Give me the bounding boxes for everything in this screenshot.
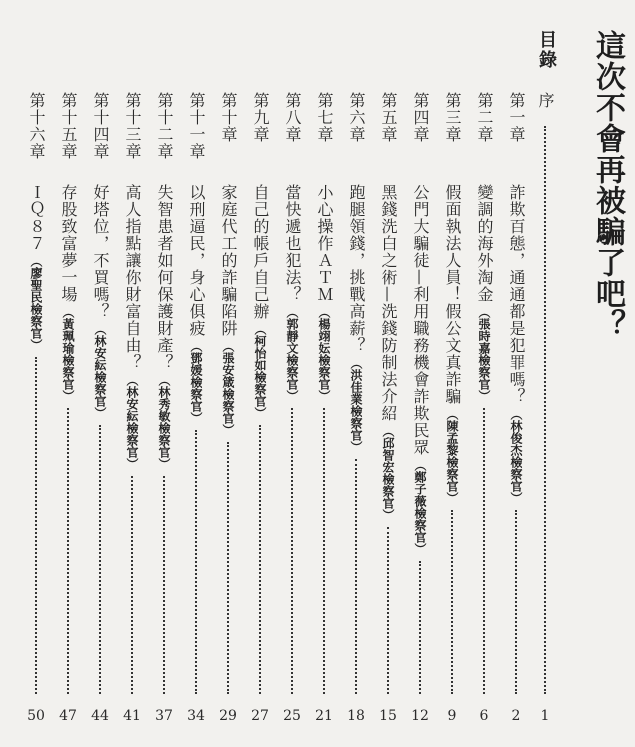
dot-leader <box>131 476 133 694</box>
chapter-label: 第八章 <box>283 92 302 143</box>
chapter-label: 序 <box>536 92 555 109</box>
toc-entry-4[interactable] <box>406 92 434 732</box>
page-number: 37 <box>155 708 173 724</box>
entry-body <box>22 184 50 694</box>
entry-title: 失智患者如何保護財產？ <box>155 184 174 371</box>
entry-body <box>86 184 114 694</box>
dot-leader <box>195 430 197 694</box>
entry-body <box>342 184 370 694</box>
toc-entry-9[interactable] <box>246 92 274 732</box>
chapter-label: 第一章 <box>507 92 526 143</box>
entry-title: 好塔位，不買嗎？ <box>91 184 110 320</box>
entry-title: 詐欺百態，通通都是犯罪嗎？ <box>507 184 526 405</box>
dot-leader <box>451 510 453 694</box>
page-number: 50 <box>27 708 45 724</box>
entry-title: 自己的帳戶自己辦 <box>251 184 270 320</box>
page-number: 47 <box>59 708 77 724</box>
entry-author: （林俊杰檢察官） <box>509 408 523 504</box>
dot-leader <box>99 425 101 694</box>
chapter-label: 第十四章 <box>91 92 110 160</box>
entry-author: （廖聖民檢察官） <box>29 255 43 351</box>
entry-body <box>531 120 559 694</box>
entry-author: （鄧媛檢察官） <box>189 340 203 424</box>
dot-leader <box>259 425 261 694</box>
entry-title: 以刑逼民，身心俱疲 <box>187 184 206 337</box>
entry-author: （楊翊妘檢察官） <box>317 306 331 402</box>
entry-author: （柯怡如檢察官） <box>253 323 267 419</box>
entry-author: （洪佳業檢察官） <box>349 357 363 453</box>
dot-leader <box>419 561 421 694</box>
chapter-label: 第三章 <box>443 92 462 143</box>
chapter-label: 第十五章 <box>59 92 78 160</box>
page-number: 15 <box>379 708 397 724</box>
dot-leader <box>291 408 293 694</box>
page-number: 2 <box>511 708 521 724</box>
page-number: 25 <box>283 708 301 724</box>
page-number: 6 <box>479 708 489 724</box>
dot-leader <box>227 442 229 694</box>
entry-author: （陳孟黎檢察官） <box>445 408 459 504</box>
page-number: 29 <box>219 708 237 724</box>
toc-entry-6[interactable] <box>342 92 370 732</box>
entry-author: （邱智宏檢察官） <box>381 425 395 521</box>
entry-body <box>438 184 466 694</box>
toc-entry-15[interactable] <box>54 92 82 732</box>
toc-entry-1[interactable] <box>502 92 530 732</box>
chapter-label: 第五章 <box>379 92 398 143</box>
page-number: 21 <box>315 708 333 724</box>
entry-author: （張時嘉檢察官） <box>477 306 491 402</box>
toc-entry-preface[interactable] <box>531 92 559 732</box>
chapter-label: 第二章 <box>475 92 494 143</box>
page-number: 9 <box>447 708 457 724</box>
entry-title: 小心操作ＡＴＭ <box>315 184 334 303</box>
chapter-label: 第九章 <box>251 92 270 143</box>
page-number: 27 <box>251 708 269 724</box>
toc-entry-5[interactable] <box>374 92 402 732</box>
chapter-label: 第十六章 <box>27 92 46 160</box>
entry-body <box>470 184 498 694</box>
page-number: 34 <box>187 708 205 724</box>
dot-leader <box>483 408 485 694</box>
entry-body <box>54 184 82 694</box>
entry-title: 當快遞也犯法？ <box>283 184 302 303</box>
entry-body <box>150 184 178 694</box>
toc-entry-2[interactable] <box>470 92 498 732</box>
page-number: 41 <box>123 708 141 724</box>
toc-entry-11[interactable] <box>182 92 210 732</box>
chapter-label: 第十章 <box>219 92 238 143</box>
entry-body <box>182 184 210 694</box>
toc-entry-12[interactable] <box>150 92 178 732</box>
chapter-label: 第十三章 <box>123 92 142 160</box>
chapter-label: 第十一章 <box>187 92 206 160</box>
entry-title: 公門大騙徒—利用職務機會詐欺民眾 <box>411 184 430 456</box>
page-number: 12 <box>411 708 429 724</box>
page-number: 18 <box>347 708 365 724</box>
dot-leader <box>67 408 69 694</box>
entry-title: 變調的海外淘金 <box>475 184 494 303</box>
entry-title: 家庭代工的詐騙陷阱 <box>219 184 238 337</box>
book-title: 這次不會再被騙了吧？ <box>590 30 625 340</box>
toc-entry-7[interactable] <box>310 92 338 732</box>
entry-body <box>502 184 530 694</box>
page-number: 1 <box>540 708 550 724</box>
entry-body <box>406 184 434 694</box>
toc-entry-3[interactable] <box>438 92 466 732</box>
dot-leader <box>355 459 357 694</box>
entry-author: （張安箴檢察官） <box>221 340 235 436</box>
dot-leader <box>515 510 517 694</box>
toc-entry-16[interactable] <box>22 92 50 732</box>
entry-title: 存股致富夢一場 <box>59 184 78 303</box>
toc-entry-13[interactable] <box>118 92 146 732</box>
entry-body <box>278 184 306 694</box>
entry-author: （林安紜檢察官） <box>93 323 107 419</box>
dot-leader <box>35 357 37 694</box>
entry-body <box>214 184 242 694</box>
entry-author: （黃珮瑜檢察官） <box>61 306 75 402</box>
entry-title: 跑腿領錢，挑戰高薪？ <box>347 184 366 354</box>
toc-entry-8[interactable] <box>278 92 306 732</box>
entry-title: ＩＱ８７ <box>27 184 46 252</box>
dot-leader <box>163 476 165 694</box>
dot-leader <box>323 408 325 694</box>
chapter-label: 第十二章 <box>155 92 174 160</box>
entry-title: 假面執法人員！假公文真詐騙 <box>443 184 462 405</box>
entry-body <box>118 184 146 694</box>
toc-entry-10[interactable] <box>214 92 242 732</box>
entry-body <box>374 184 402 694</box>
toc-entry-14[interactable] <box>86 92 114 732</box>
chapter-label: 第四章 <box>411 92 430 143</box>
dot-leader <box>544 126 546 694</box>
entry-title: 黑錢洗白之術—洗錢防制法介紹 <box>379 184 398 422</box>
entry-author: （林秀敏檢察官） <box>157 374 171 470</box>
entry-author: （郭靜文檢察官） <box>285 306 299 402</box>
toc-heading: 目錄 <box>536 30 557 70</box>
entry-body <box>310 184 338 694</box>
page-number: 44 <box>91 708 109 724</box>
entry-author: （林安紜檢察官） <box>125 374 139 470</box>
entry-body <box>246 184 274 694</box>
chapter-label: 第六章 <box>347 92 366 143</box>
dot-leader <box>387 527 389 694</box>
entry-title: 高人指點讓你財富自由？ <box>123 184 142 371</box>
entry-author: （鄭子薇檢察官） <box>413 459 427 555</box>
chapter-label: 第七章 <box>315 92 334 143</box>
